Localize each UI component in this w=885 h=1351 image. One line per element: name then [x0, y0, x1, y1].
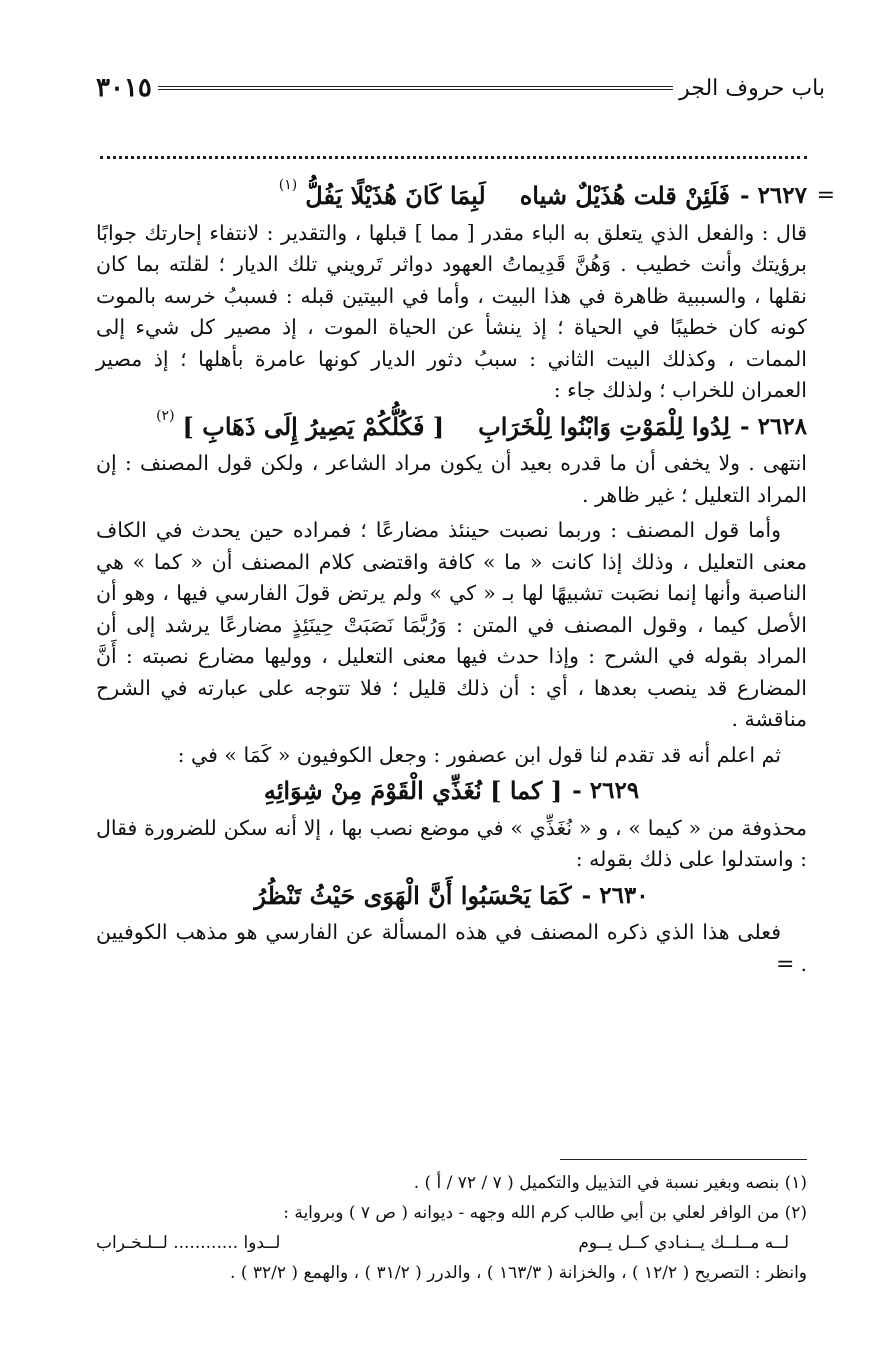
- poem-hemistich-1: لــه مــلــك يــنـادي كــل يــوم: [578, 1233, 789, 1253]
- verse-hemistich-2: [ فَكُلُّكُمْ يَصِيرُ إِلَى ذَهَابِ ]: [182, 411, 445, 441]
- verse-text: [ كما ] نُغَذِّي الْقَوْمَ مِنْ شِوَائِهِ: [263, 776, 563, 805]
- verse-2630: [96, 880, 807, 912]
- page-number: ٣٠١٥: [96, 73, 152, 103]
- footnote-2: (٢) من الوافر لعلي بن أبي طالب كرم الله وجهه - ديوانه ( ص ٧ ) وبرواية :: [283, 1203, 807, 1223]
- header-rule: [158, 86, 673, 90]
- footnote-ref: (٢): [156, 407, 175, 424]
- verse-2628: [96, 407, 807, 443]
- verse-2629: [96, 775, 807, 807]
- verse-number: ٢٦٢٩ -: [572, 777, 640, 804]
- footnotes: [96, 1168, 807, 1288]
- dotted-separator: [100, 150, 807, 159]
- footnote-2-poem: [96, 1228, 807, 1258]
- verse-text: كَمَا يَحْسَبُوا أَنَّ الْهَوَى حَيْثُ تَنْظُرُ: [254, 880, 572, 910]
- continuation-mark: =: [776, 951, 795, 977]
- verse-2627: [96, 177, 835, 212]
- verse-number: ٢٦٣٠ -: [581, 881, 649, 909]
- continuation-mark: =: [816, 183, 835, 208]
- paragraph: وأما قول المصنف : وربما نصبت حينئذ مضارعًا ؛ فمراده حين يحدث في الكاف معنى التعليل ، وذلك إذا كانت « ما » كافة واقتضى كلام المصنف أن « كما » هي الناصبة وأنها إنما نصَبت تشبيهًا لها بـ « كي » ولم يرتض قولَ الفارسي فيها ، وهو أن الأصل كيما ، وقول المصنف في المتن : وَرُبَّمَا نَصَبَتْ حِينَئِذٍ مضارعًا يرشد إلى أن المراد بقوله في الشرح : وإذا حدث فيها معنى التعليل ، ووليها مضارع نصبته : أَنَّ المضارع قد ينصب بعدها ، أي : أن ذلك قليل ؛ فلا تتوجه على عبارته في الشرح مناقشة .: [96, 518, 807, 731]
- paragraph: ثم اعلم أنه قد تقدم لنا قول ابن عصفور : وجعل الكوفيون « كَمَا » في :: [177, 742, 781, 767]
- verse-number: ٢٦٢٨ -: [740, 412, 807, 440]
- footnote-rule: [560, 1159, 807, 1160]
- verse-hemistich-1: لِدُوا لِلْمَوْتِ وَابْنُوا لِلْخَرَابِ: [478, 411, 731, 441]
- verse-hemistich-2: لَبِمَا كَانَ هُذَيْلًا يَفُلُّ: [305, 181, 486, 210]
- paragraph: [96, 917, 807, 980]
- page-header: [96, 70, 825, 106]
- verse-hemistich-1: فَلَئِنْ قلت هُذَيْلٌ شياه: [519, 181, 731, 210]
- paragraph: محذوفة من « كيما » ، و « نُغَذِّي » في موضع نصب بها ، إلا أنه سكن للضرورة فقال : واستدلوا على ذلك بقوله :: [96, 815, 807, 871]
- verse-number: ٢٦٢٧ -: [740, 182, 807, 209]
- paragraph: انتهى . ولا يخفى أن ما قدره بعيد أن يكون مراد الشاعر ، ولكن قول المصنف : إن المراد التعليل ؛ غير ظاهر .: [96, 451, 807, 507]
- main-text: [96, 176, 835, 984]
- chapter-title: باب حروف الجر: [679, 75, 825, 101]
- poem-hemistich-2: لــدوا ............ لــلـخـراب: [96, 1233, 281, 1253]
- footnote-1: (١) بنصه وبغير نسبة في التذييل والتكميل ( ٧ / ٧٢ / أ ) .: [413, 1173, 807, 1193]
- paragraph: قال : والفعل الذي يتعلق به الباء مقدر [ مما ] قبلها ، والتقدير : لانتفاء إحارتك جوابًا برؤيتك وأنت خطيب . وَهُنَّ قَدِيماتُ العهود دواثر تَرويني تلك الديار ؛ لقلته بما كان نقلها ، والسببية ظاهرة في هذا البيت ، وأما في البيتين قبله : فسببُ خرسه بالموت كونه كان خطيبًا في الحياة ؛ إذ ينشأ عن الحياة الموت ، إذ مصير كل شيء إلى الممات ، وكذلك البيت الثاني : سببُ دثور الديار كونها عامرة بأهلها ؛ إذ مصير العمران للخراب ؛ ولذلك جاء :: [96, 220, 807, 402]
- footnote-ref: (١): [278, 177, 298, 193]
- paragraph-text: فعلى هذا الذي ذكره المصنف في هذه المسألة عن الفارسي هو مذهب الكوفيين .: [96, 920, 807, 976]
- footnote-2-references: وانظر : التصريح ( ١٢/٢ ) ، والخزانة ( ١٦٣/٣ ) ، والدرر ( ٣١/٢ ) ، والهمع ( ٣٢/٢ ) .: [230, 1263, 807, 1283]
